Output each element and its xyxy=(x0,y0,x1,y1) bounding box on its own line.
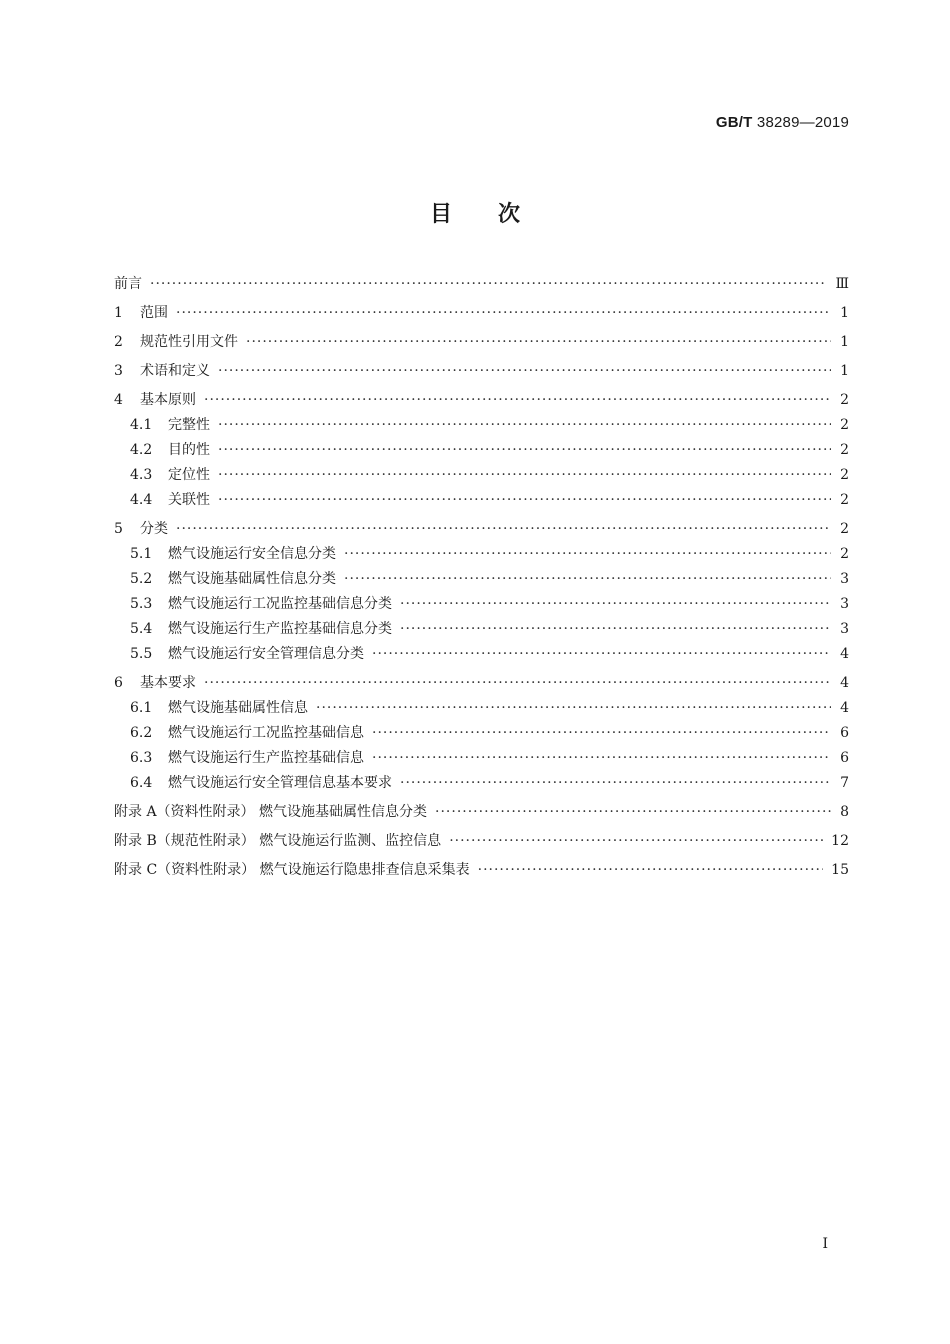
toc-entry-section-4-4[interactable] xyxy=(114,488,849,513)
toc-entry-number: 4.1 xyxy=(130,417,153,433)
toc-entry-label: 目的性 xyxy=(168,442,210,458)
toc-entry-number: 6.4 xyxy=(130,775,153,791)
dot-leader xyxy=(400,592,831,617)
toc-entry-label: 分类 xyxy=(140,521,168,537)
toc-entry-label: 附录 B（规范性附录） 燃气设施运行监测、监控信息 xyxy=(114,833,442,849)
toc-entry-section-6[interactable] xyxy=(114,671,849,696)
dot-leader xyxy=(435,800,831,825)
toc-entry-number: 5.4 xyxy=(130,621,153,637)
toc-entry-page: 2 xyxy=(840,521,849,537)
toc-entry-page: 6 xyxy=(840,750,849,766)
dot-leader xyxy=(218,359,831,384)
toc-entry-number: 5.1 xyxy=(130,546,153,562)
toc-entry-label: 范围 xyxy=(140,305,168,321)
dot-leader xyxy=(204,388,831,413)
dot-leader xyxy=(372,642,831,667)
dot-leader xyxy=(372,746,831,771)
standard-prefix: GB/T xyxy=(715,114,753,131)
table-of-contents xyxy=(114,272,849,883)
toc-entry-page: 2 xyxy=(840,492,849,508)
toc-entry-label: 燃气设施基础属性信息 xyxy=(168,700,308,716)
toc-entry-section-4-2[interactable] xyxy=(114,438,849,463)
dot-leader xyxy=(176,301,831,326)
dot-leader xyxy=(316,696,831,721)
toc-entry-label: 燃气设施运行工况监控基础信息 xyxy=(168,725,364,741)
toc-entry-label: 关联性 xyxy=(168,492,210,508)
toc-entry-number: 6.2 xyxy=(130,725,153,741)
toc-entry-number: 4 xyxy=(114,392,123,408)
toc-entry-label: 附录 A（资料性附录） 燃气设施基础属性信息分类 xyxy=(114,804,428,820)
toc-entry-page: 2 xyxy=(840,467,849,483)
toc-entry-label: 术语和定义 xyxy=(140,363,210,379)
toc-entry-page: 2 xyxy=(840,417,849,433)
toc-entry-page: 1 xyxy=(840,305,849,321)
toc-entry-page: 7 xyxy=(840,775,849,791)
toc-entry-section-1[interactable] xyxy=(114,301,849,326)
toc-entry-label: 燃气设施运行生产监控基础信息分类 xyxy=(168,621,392,637)
toc-entry-section-5-4[interactable] xyxy=(114,617,849,642)
toc-entry-section-6-3[interactable] xyxy=(114,746,849,771)
toc-entry-number: 5.5 xyxy=(130,646,153,662)
toc-entry-section-6-2[interactable] xyxy=(114,721,849,746)
dot-leader xyxy=(218,413,831,438)
dot-leader xyxy=(400,617,831,642)
toc-entry-appendix-a[interactable] xyxy=(114,800,849,825)
toc-entry-page: 2 xyxy=(840,442,849,458)
toc-entry-section-5-5[interactable] xyxy=(114,642,849,667)
toc-entry-number: 4.2 xyxy=(130,442,153,458)
toc-entry-page: 15 xyxy=(831,862,849,878)
page-number: Ⅰ xyxy=(822,1236,828,1252)
toc-entry-page: 3 xyxy=(840,621,849,637)
toc-entry-number: 4.3 xyxy=(130,467,153,483)
toc-entry-label: 定位性 xyxy=(168,467,210,483)
dot-leader xyxy=(246,330,831,355)
toc-entry-number: 4.4 xyxy=(130,492,153,508)
toc-entry-page: 8 xyxy=(840,804,849,820)
toc-entry-section-5[interactable] xyxy=(114,517,849,542)
dot-leader xyxy=(400,771,831,796)
toc-entry-label: 燃气设施运行安全管理信息基本要求 xyxy=(168,775,392,791)
toc-entry-number: 5 xyxy=(114,521,123,537)
toc-entry-page: 6 xyxy=(840,725,849,741)
toc-entry-page: 3 xyxy=(840,571,849,587)
dot-leader xyxy=(344,567,831,592)
toc-entry-page: 2 xyxy=(840,546,849,562)
dot-leader xyxy=(449,829,823,854)
toc-entry-page: 3 xyxy=(840,596,849,612)
toc-entry-number: 6 xyxy=(114,675,123,691)
toc-entry-number: 5.3 xyxy=(130,596,153,612)
toc-entry-label: 基本要求 xyxy=(140,675,196,691)
toc-entry-page: 1 xyxy=(840,363,849,379)
dot-leader xyxy=(176,517,831,542)
toc-entry-label: 附录 C（资料性附录） 燃气设施运行隐患排查信息采集表 xyxy=(114,862,470,878)
toc-entry-section-5-2[interactable] xyxy=(114,567,849,592)
dot-leader xyxy=(150,272,827,297)
toc-entry-page: 4 xyxy=(840,700,849,716)
standard-number: 38289—2019 xyxy=(756,114,849,131)
toc-entry-section-4-1[interactable] xyxy=(114,413,849,438)
toc-entry-label: 规范性引用文件 xyxy=(140,334,238,350)
toc-entry-page: 4 xyxy=(840,646,849,662)
standard-code xyxy=(716,114,849,131)
toc-entry-label: 完整性 xyxy=(168,417,210,433)
page-title: 目次 xyxy=(429,202,566,227)
toc-entry-section-5-3[interactable] xyxy=(114,592,849,617)
dot-leader xyxy=(344,542,831,567)
toc-entry-label: 燃气设施运行生产监控基础信息 xyxy=(168,750,364,766)
toc-entry-number: 2 xyxy=(114,334,123,350)
toc-entry-number: 5.2 xyxy=(130,571,153,587)
toc-entry-page: 4 xyxy=(840,675,849,691)
toc-entry-section-3[interactable] xyxy=(114,359,849,384)
toc-entry-page: Ⅲ xyxy=(835,276,849,292)
dot-leader xyxy=(478,858,824,883)
toc-entry-section-6-1[interactable] xyxy=(114,696,849,721)
dot-leader xyxy=(204,671,831,696)
toc-entry-section-6-4[interactable] xyxy=(114,771,849,796)
toc-entry-section-4-3[interactable] xyxy=(114,463,849,488)
toc-entry-label: 燃气设施运行安全信息分类 xyxy=(168,546,336,562)
toc-entry-page: 12 xyxy=(831,833,849,849)
toc-entry-page: 2 xyxy=(840,392,849,408)
toc-entry-appendix-c[interactable] xyxy=(114,858,849,883)
toc-entry-number: 6.3 xyxy=(130,750,153,766)
toc-entry-appendix-b[interactable] xyxy=(114,829,849,854)
toc-entry-label: 燃气设施运行安全管理信息分类 xyxy=(168,646,364,662)
toc-entry-label: 燃气设施运行工况监控基础信息分类 xyxy=(168,596,392,612)
toc-entry-page: 1 xyxy=(840,334,849,350)
toc-entry-label: 前言 xyxy=(114,276,142,292)
dot-leader xyxy=(218,488,831,513)
toc-entry-number: 6.1 xyxy=(130,700,153,716)
toc-entry-label: 燃气设施基础属性信息分类 xyxy=(168,571,336,587)
toc-entry-section-5-1[interactable] xyxy=(114,542,849,567)
toc-entry-label: 基本原则 xyxy=(140,392,196,408)
dot-leader xyxy=(218,438,831,463)
dot-leader xyxy=(372,721,831,746)
toc-entry-number: 3 xyxy=(114,363,123,379)
toc-entry-number: 1 xyxy=(114,305,123,321)
toc-entry-section-4[interactable] xyxy=(114,388,849,413)
dot-leader xyxy=(218,463,831,488)
toc-entry-section-2[interactable] xyxy=(114,330,849,355)
toc-entry-preface[interactable] xyxy=(114,272,849,297)
